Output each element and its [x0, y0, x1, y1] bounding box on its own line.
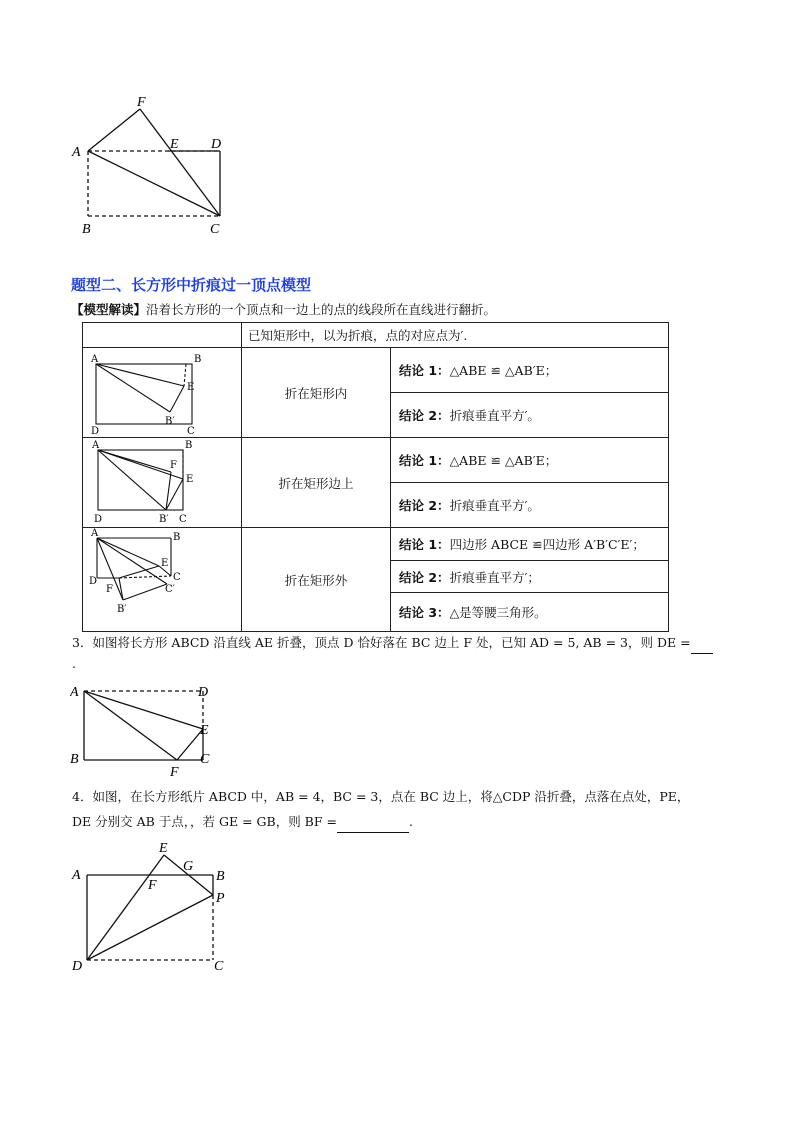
label-B: B	[70, 752, 79, 767]
conclusion: 结论 2：折痕垂直平方′。	[391, 393, 669, 438]
label-B-prime: B′	[117, 604, 127, 615]
label-B: B	[82, 222, 91, 237]
label-B: B	[216, 869, 225, 884]
figure-fold-inside	[83, 348, 239, 434]
label-P: P	[216, 891, 225, 906]
figure-fold-1	[70, 92, 240, 242]
label-F: F	[106, 584, 113, 595]
section-title: 题型二、长方形中折痕过一顶点模型	[71, 276, 312, 294]
conclusion: 结论 2：折痕垂直平方′；	[391, 560, 669, 593]
figure-question-4	[70, 838, 245, 973]
conclusion: 结论 1：△ABE ≌ △AB′E；	[391, 438, 669, 483]
figure-question-3	[70, 680, 230, 780]
intro-text: 沿着长方形的一个顶点和一边上的点的线段所在直线进行翻折。	[146, 302, 497, 317]
conclusion: 结论 3：△是等腰三角形。	[391, 593, 669, 632]
fold-position: 折在矩形边上	[242, 438, 391, 528]
model-table	[82, 322, 669, 632]
answer-blank	[337, 812, 409, 833]
label-D: D	[72, 959, 83, 973]
question-3-line2: .	[72, 656, 76, 671]
label-A: A	[92, 440, 100, 451]
label-F: F	[170, 460, 177, 471]
table-row	[83, 348, 669, 393]
label-B: B	[173, 532, 181, 543]
label-D: D	[94, 514, 103, 524]
label-E: E	[186, 474, 194, 485]
label-C: C	[179, 514, 187, 524]
conclusion: 结论 2：折痕垂直平方′。	[391, 483, 669, 528]
label-C: C	[214, 959, 224, 973]
label-E: E	[170, 137, 179, 152]
figure-fold-outside	[83, 528, 239, 628]
label-A: A	[72, 868, 81, 883]
question-3-text: 3．如图将长方形 ABCD 沿直线 AE 折叠，顶点 D 恰好落在 BC 边上 F 处，已知 AD = 5, AB = 3，则 DE =	[72, 633, 713, 654]
table-row	[83, 528, 669, 561]
question-4-text: 4．如图，在长方形纸片 ABCD 中，AB = 4，BC = 3，点在 BC 边上，将△CDP 沿折叠，点落在点处，PE，	[72, 789, 690, 804]
label-D: D	[91, 426, 100, 434]
model-intro	[71, 300, 496, 318]
table-row	[83, 438, 669, 483]
label-B: B	[185, 440, 193, 451]
label-E: E	[200, 723, 209, 738]
label-C: C	[187, 426, 195, 434]
conclusion: 结论 1：四边形 ABCE ≌四边形 A′B′C′E′；	[391, 528, 669, 561]
label-A: A	[70, 685, 79, 700]
table-header-row	[83, 323, 669, 348]
label-A: A	[91, 354, 99, 365]
label-C: C	[210, 222, 220, 237]
fold-position: 折在矩形内	[242, 348, 391, 438]
label-D: D	[89, 576, 98, 587]
label-A: A	[91, 528, 99, 539]
label-C: C	[200, 752, 210, 767]
fold-position: 折在矩形外	[242, 528, 391, 632]
label-B: B	[194, 354, 202, 365]
label-E: E	[161, 558, 169, 569]
answer-blank	[691, 633, 713, 654]
label-C-prime: C′	[165, 584, 175, 595]
table-header: 已知矩形中，以为折痕，点的对应点为′.	[242, 323, 669, 348]
label-G: G	[183, 859, 194, 874]
label-F: F	[137, 95, 146, 110]
question-4-line2: DE 分别交 AB 于点，，若 GE = GB，则 BF = .	[72, 812, 413, 833]
label-A: A	[72, 145, 81, 160]
label-B-prime: B′	[159, 514, 169, 524]
intro-label: 【模型解读】	[71, 302, 147, 317]
label-F: F	[170, 765, 179, 780]
label-D: D	[198, 685, 209, 700]
label-E: E	[159, 841, 168, 856]
figure-fold-on-edge	[83, 438, 239, 524]
label-D: D	[211, 137, 222, 152]
label-B-prime: B′	[165, 416, 175, 427]
label-F: F	[148, 878, 157, 893]
label-E: E	[187, 382, 195, 393]
label-C: C	[173, 572, 181, 583]
conclusion: 结论 1：△ABE ≌ △AB′E；	[391, 348, 669, 393]
